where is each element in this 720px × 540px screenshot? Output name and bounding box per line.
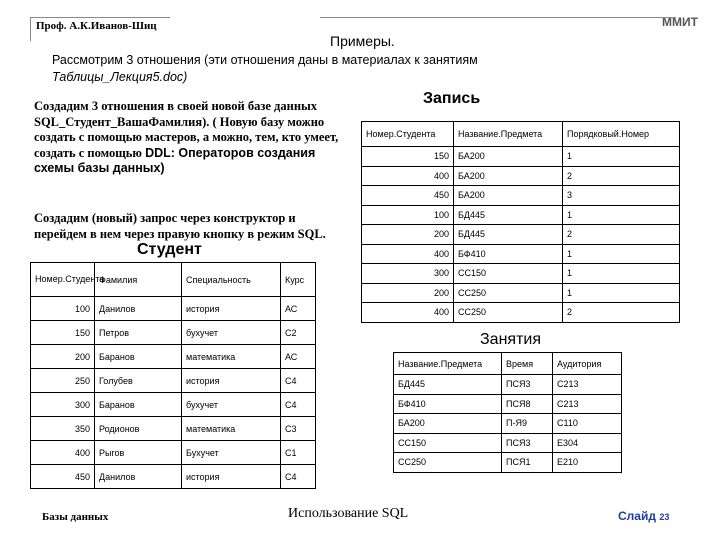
zapis-cell: БА200 xyxy=(454,166,563,186)
zapis-cell: БФ410 xyxy=(454,244,563,264)
student-cell: Бухучет xyxy=(182,441,281,465)
zanyatiya-cell: БА200 xyxy=(394,414,502,434)
zanyatiya-cell: С213 xyxy=(553,394,622,414)
zapis-cell: БД445 xyxy=(454,225,563,245)
zapis-column-header: Название.Предмета xyxy=(454,122,563,147)
zanyatiya-cell: ПСЯ1 xyxy=(502,453,553,473)
slide-label: Слайд xyxy=(618,509,656,523)
student-cell: Петров xyxy=(95,321,182,345)
zapis-cell: 400 xyxy=(362,166,454,186)
zapis-table-row xyxy=(362,225,680,245)
zanyatiya-cell: БД445 xyxy=(394,375,502,395)
header-divider xyxy=(30,17,31,41)
zapis-table xyxy=(361,121,680,323)
student-cell: 350 xyxy=(31,417,95,441)
zapis-cell: 1 xyxy=(563,147,680,167)
zapis-cell: 2 xyxy=(563,166,680,186)
footer-left-label: Базы данных xyxy=(42,511,109,523)
student-cell: 150 xyxy=(31,321,95,345)
student-cell: Голубев xyxy=(95,369,182,393)
zanyatiya-table-row xyxy=(394,414,622,434)
student-cell: Данилов xyxy=(95,297,182,321)
zapis-cell: СС250 xyxy=(454,303,563,323)
footer-center-label: Использование SQL xyxy=(288,506,409,521)
student-cell: бухучет xyxy=(182,321,281,345)
student-cell: С3 xyxy=(281,417,316,441)
zapis-header-row xyxy=(362,122,680,147)
zanyatiya-column-header: Название.Предмета xyxy=(394,353,502,375)
student-table-row xyxy=(31,393,316,417)
zapis-table-title: Запись xyxy=(423,90,481,107)
zapis-table-row xyxy=(362,303,680,323)
student-column-header: Специальность xyxy=(182,263,281,297)
body-paragraph-2: Создадим (новый) запрос через конструктор и перейдем в нем через правую кнопку в режим SQL. xyxy=(34,211,326,241)
student-cell: математика xyxy=(182,345,281,369)
student-cell: С4 xyxy=(281,369,316,393)
zapis-cell: 200 xyxy=(362,283,454,303)
student-cell: С4 xyxy=(281,465,316,489)
zanyatiya-column-header: Время xyxy=(502,353,553,375)
zanyatiya-table-row xyxy=(394,453,622,473)
zanyatiya-cell: СС250 xyxy=(394,453,502,473)
zapis-column-header: Номер.Студента xyxy=(362,122,454,147)
zanyatiya-cell: Е210 xyxy=(553,453,622,473)
student-table xyxy=(30,262,316,489)
zapis-cell: 3 xyxy=(563,186,680,206)
intro-line-1: Рассмотрим 3 отношения (эти отношения даны в материалах к занятиям xyxy=(52,53,478,67)
student-cell: история xyxy=(182,297,281,321)
zapis-cell: 300 xyxy=(362,264,454,284)
zapis-column-header: Порядковый.Номер xyxy=(563,122,680,147)
zanyatiya-header-row xyxy=(394,353,622,375)
zapis-table-row xyxy=(362,244,680,264)
zapis-cell: 1 xyxy=(563,205,680,225)
student-cell: АС xyxy=(281,297,316,321)
student-cell: бухучет xyxy=(182,393,281,417)
zapis-cell: СС150 xyxy=(454,264,563,284)
student-cell: С1 xyxy=(281,441,316,465)
zapis-cell: 150 xyxy=(362,147,454,167)
student-cell: математика xyxy=(182,417,281,441)
student-table-title: Студент xyxy=(137,241,202,258)
zapis-table-row xyxy=(362,205,680,225)
student-table-row xyxy=(31,441,316,465)
student-column-header: Фамилия xyxy=(95,263,182,297)
zanyatiya-cell: ПСЯ3 xyxy=(502,433,553,453)
zapis-cell: 400 xyxy=(362,303,454,323)
zanyatiya-cell: Е304 xyxy=(553,433,622,453)
slide-number xyxy=(618,509,669,523)
zapis-cell: БА200 xyxy=(454,186,563,206)
zanyatiya-cell: СС150 xyxy=(394,433,502,453)
student-cell: Баранов xyxy=(95,393,182,417)
student-cell: 100 xyxy=(31,297,95,321)
student-cell: Рыгов xyxy=(95,441,182,465)
zapis-table-row xyxy=(362,166,680,186)
zanyatiya-cell: П-Я9 xyxy=(502,414,553,434)
body-paragraph-1b: DDL: Операторов создания схемы базы данных) xyxy=(34,145,316,175)
student-table-row xyxy=(31,369,316,393)
zanyatiya-table-row xyxy=(394,394,622,414)
student-cell: Данилов xyxy=(95,465,182,489)
zanyatiya-table-row xyxy=(394,433,622,453)
zanyatiya-table-title: Занятия xyxy=(480,331,541,348)
page-title: Примеры. xyxy=(330,33,395,49)
student-table-row xyxy=(31,345,316,369)
zapis-cell: 450 xyxy=(362,186,454,206)
zanyatiya-column-header: Аудитория xyxy=(553,353,622,375)
student-cell: Баранов xyxy=(95,345,182,369)
zanyatiya-table xyxy=(393,352,622,473)
zanyatiya-cell: ПСЯ8 xyxy=(502,394,553,414)
zanyatiya-table-row xyxy=(394,375,622,395)
zanyatiya-cell: БФ410 xyxy=(394,394,502,414)
zapis-cell: 100 xyxy=(362,205,454,225)
zapis-table-row xyxy=(362,283,680,303)
student-table-row xyxy=(31,465,316,489)
student-header-row xyxy=(31,263,316,297)
zapis-cell: 1 xyxy=(563,283,680,303)
zapis-cell: 1 xyxy=(563,264,680,284)
student-cell: 400 xyxy=(31,441,95,465)
student-cell: 450 xyxy=(31,465,95,489)
org-label: ММИТ xyxy=(662,15,698,29)
intro-line-2: Таблицы_Лекция5.doc) xyxy=(52,70,188,84)
slide-number-value: 23 xyxy=(659,512,670,522)
header-line-right xyxy=(320,17,676,18)
student-cell: история xyxy=(182,465,281,489)
student-cell: С4 xyxy=(281,393,316,417)
author-label: Проф. А.К.Иванов-Шиц xyxy=(36,20,157,32)
zapis-table-row xyxy=(362,264,680,284)
zapis-table-row xyxy=(362,147,680,167)
zanyatiya-cell: С110 xyxy=(553,414,622,434)
student-table-row xyxy=(31,321,316,345)
student-cell: 200 xyxy=(31,345,95,369)
zapis-cell: 2 xyxy=(563,225,680,245)
zanyatiya-cell: ПСЯ3 xyxy=(502,375,553,395)
student-cell: история xyxy=(182,369,281,393)
zapis-cell: 200 xyxy=(362,225,454,245)
student-table-row xyxy=(31,417,316,441)
body-paragraph-1 xyxy=(34,99,349,177)
zapis-table-row xyxy=(362,186,680,206)
student-column-header: Номер.Студента xyxy=(31,263,95,297)
student-cell: С2 xyxy=(281,321,316,345)
student-cell: 250 xyxy=(31,369,95,393)
header-line-left xyxy=(30,17,170,18)
zapis-cell: СС250 xyxy=(454,283,563,303)
student-table-row xyxy=(31,297,316,321)
body-paragraph-1a: Создадим 3 отношения в своей новой базе данных SQL_Студент_ВашаФамилия). ( Новую базу можно создать с помощью мастеров, а можно, тем, кто умеет, создать с помощью xyxy=(34,99,339,160)
zanyatiya-cell: С213 xyxy=(553,375,622,395)
student-cell: Родионов xyxy=(95,417,182,441)
zapis-cell: 400 xyxy=(362,244,454,264)
zapis-cell: БА200 xyxy=(454,147,563,167)
zapis-cell: 1 xyxy=(563,244,680,264)
zapis-cell: БД445 xyxy=(454,205,563,225)
zapis-cell: 2 xyxy=(563,303,680,323)
student-cell: АС xyxy=(281,345,316,369)
student-column-header: Курс xyxy=(281,263,316,297)
student-cell: 300 xyxy=(31,393,95,417)
